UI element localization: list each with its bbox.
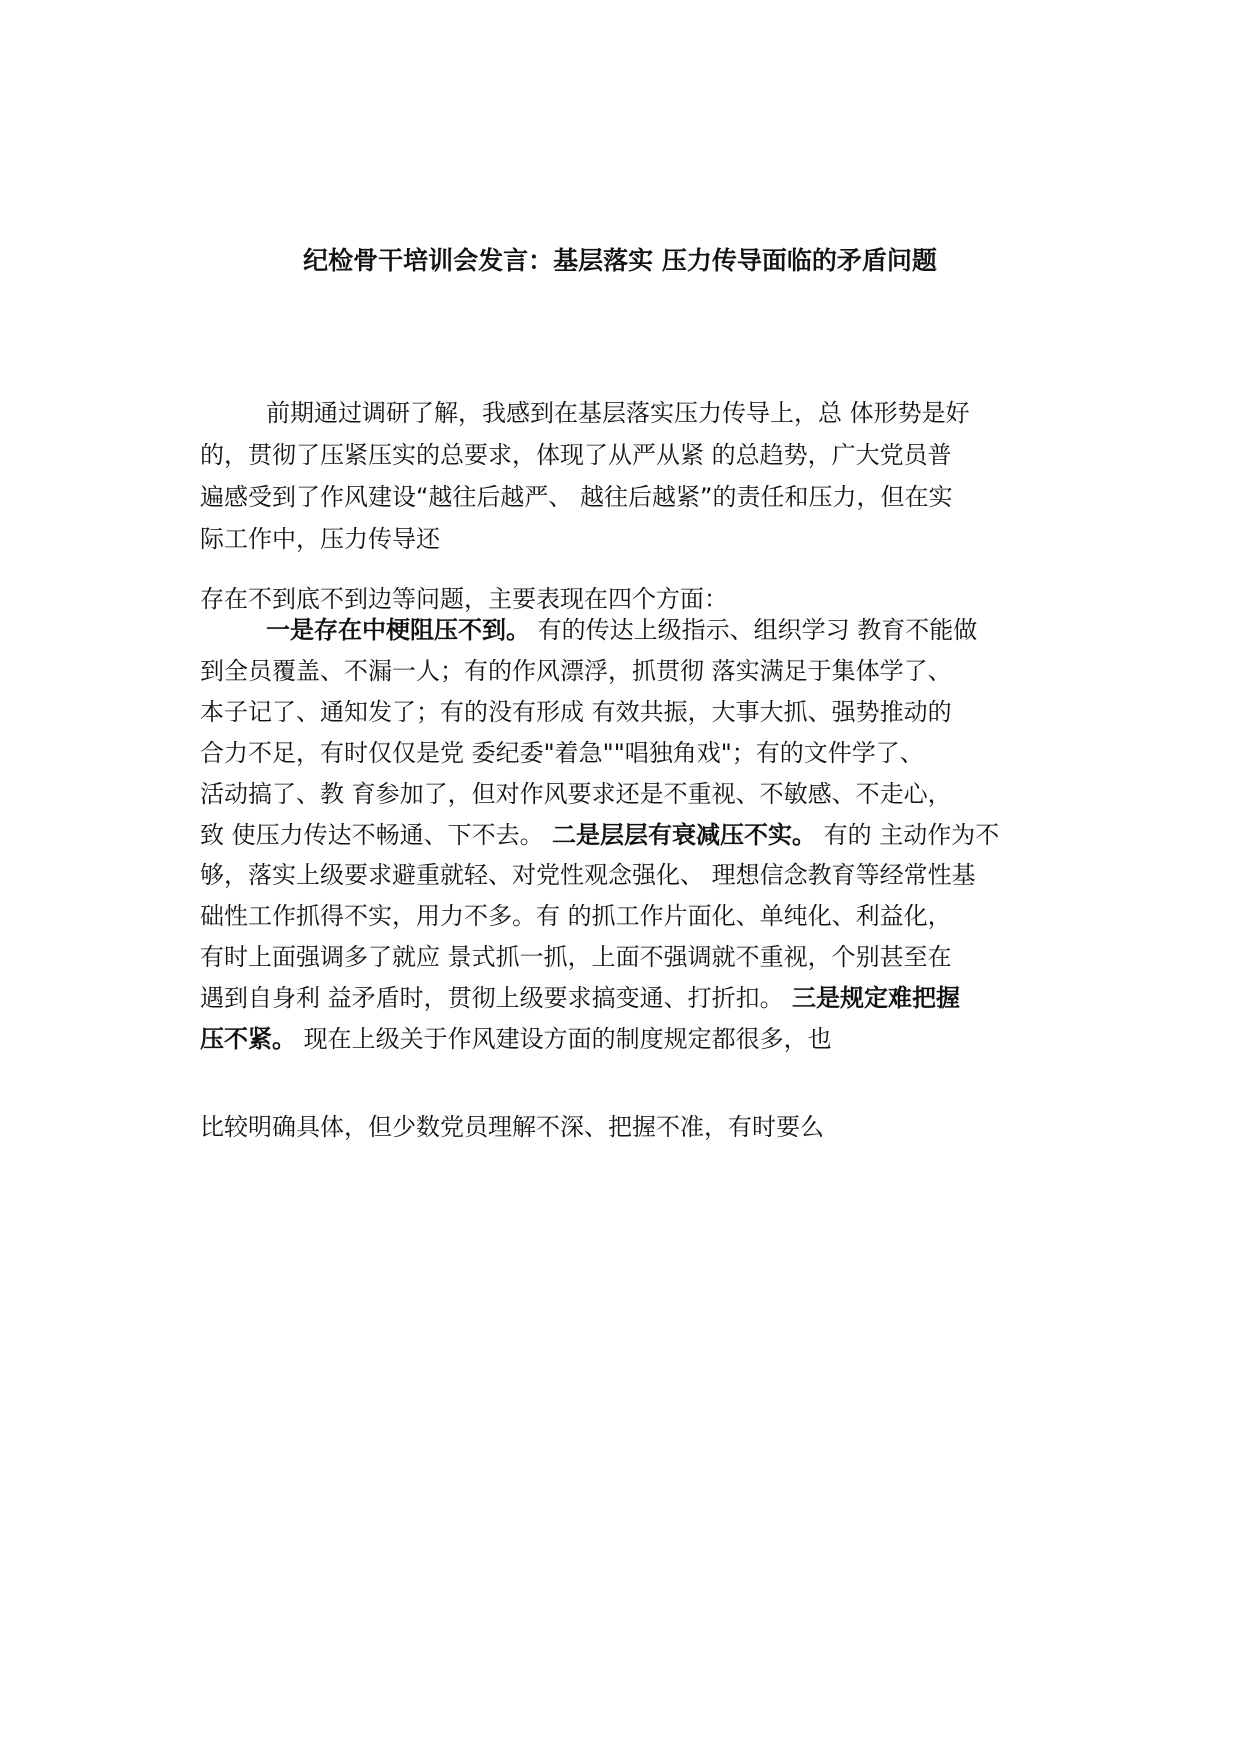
paragraph-line: 本子记了、通知发了；有的没有形成 有效共振，大事大抓、强势推动的 (200, 697, 952, 726)
point-three-heading-cont: 压不紧。 (200, 1025, 296, 1054)
paragraph-line (200, 815, 1070, 856)
paragraph-line (200, 610, 1070, 651)
paragraph-intro (200, 392, 1070, 560)
paragraph-line: 际工作中，压力传导还 (200, 525, 440, 553)
paragraph-text: 现在上级关于作风建设方面的制度规定都很多，也 (296, 1025, 832, 1054)
point-two-heading: 二是层层有衰减压不实。 (543, 820, 816, 849)
document-title: 纪检骨干培训会发言：基层落实 压力传导面临的矛盾问题 (303, 246, 937, 275)
paragraph-line: 遍感受到了作风建设“越往后越严、 越往后越紧”的责任和压力，但在实 (200, 483, 953, 511)
paragraph-line: 存在不到底不到边等问题，主要表现在四个方面： (200, 585, 728, 613)
paragraph-line: 的，贯彻了压紧压实的总要求，体现了从严从紧 的总趋势，广大党员普 (200, 441, 952, 469)
point-three-heading: 三是规定难把握 (783, 984, 960, 1013)
paragraph-line: 有时上面强调多了就应 景式抓一抓，上面不强调就不重视，个别甚至在 (200, 943, 952, 972)
paragraph-text: 有的 主动作为不 (816, 820, 1000, 849)
paragraph-line: 到全员覆盖、不漏一人；有的作风漂浮，抓贯彻 落实满足于集体学了、 (200, 656, 952, 685)
paragraph-continuation (200, 1106, 1070, 1148)
paragraph-line: 比较明确具体，但少数党员理解不深、把握不准，有时要么 (200, 1113, 824, 1141)
paragraph-text: 致 使压力传达不畅通、下不去。 (200, 820, 544, 849)
paragraph-line (200, 1019, 1070, 1060)
paragraph-line: 够，落实上级要求避重就轻、对党性观念强化、 理想信念教育等经常性基 (200, 861, 976, 890)
paragraph-line: 合力不足，有时仅仅是党 委纪委"着急""唱独角戏"；有的文件学了、 (200, 738, 924, 767)
paragraph-line: 活动搞了、教 育参加了，但对作风要求还是不重视、不敏感、不走心， (200, 779, 952, 808)
paragraph-text: 遇到自身利 益矛盾时，贯彻上级要求搞变通、打折扣。 (200, 984, 784, 1013)
paragraph-line: 前期通过调研了解，我感到在基层落实压力传导上，总 体形势是好 (266, 399, 970, 427)
paragraph-text: 有的传达上级指示、组织学习 教育不能做 (530, 616, 978, 644)
point-one-heading: 一是存在中梗阻压不到。 (266, 616, 530, 644)
paragraph-line (200, 978, 1070, 1019)
paragraph-line: 础性工作抓得不实，用力不多。有 的抓工作片面化、单纯化、利益化， (200, 902, 952, 931)
paragraph-problems (200, 610, 1070, 1060)
